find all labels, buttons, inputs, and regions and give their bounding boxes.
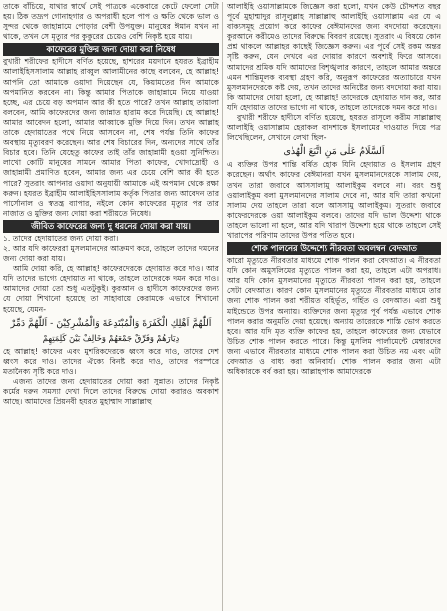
paragraph: আলাইহি ওয়াসাল্লামকে জিজ্ঞেস করা হলো, যখন কেউ চৌদ্দশত বছর পূর্বে মুহাম্মাদুর রাসূলুল্লাহ সাল্লাল্লাহু আলাইহি ওয়াসাল্লাম এর যে এ বাক্যসমূহ প্রয়োগ করে কাফের বেঈমানদের জন্য বদদোয়া করেছেন। কুরআনে করীমেও তাদের বিরুদ্ধে বিবরণ রয়েছে। সুতরাং এ বিষয়ে কোন প্রশ্ন থাকলে আল্লাহর কাছেই জিজ্ঞেস করুন। এর পূর্বে সেই রকম অন্তর সৃষ্টি করুন, যেন দেখবে এর দোয়ার কারণে অবশ্যই ফিরে আসবে। আমাদের শ্রমিক যদি আমাদের বিশৃঙ্খলার কারণে, তাহলে আমার অন্তরে এমন শান্তিমূলক ব্যবস্থা গ্রহণ করি, অনুরূপ কাফেরের অত্যাচারে যখন মুসলমানদেরকে কষ্ট দেয়, তখন তাদের অনিষ্টের জন্য বদদোয়া করা যায়। কি আমাদের দোয়া হলো, হে আল্লাহ! তাদেরকে হেদায়াত দান কর, আর যদি হেদায়াত তাদের ভাগ্যে না থাকে, তাহলে তাদেরকে দমন করে দাও। bbox=[227, 2, 441, 112]
arabic-salam-line: اَلسَّلَامُ عَلٰى مَنِ اتَّبَعَ الْهُدٰى bbox=[283, 146, 385, 158]
dua-translation: হে আল্লাহ! কাফের এবং মুশরিকদেরকে ধ্বংস করে দাও, তাদের দেশ ধ্বংস করে দাও। তাদের ঐক্যে বিনষ্ট করে দাও, তাদের পরস্পরে মতানৈক্য সৃষ্টি করে দাও। bbox=[3, 346, 219, 376]
section-heading: কাফেরের মুক্তির জন্য দোয়া করা নিষেধ bbox=[3, 43, 219, 56]
left-column bbox=[3, 2, 222, 611]
paragraph: কারো মৃত্যুতে নীরবতার মাধ্যমে শোক পালন করা বেদআত। এ নীরবতা যদি কোন অমুসলিমের মৃত্যুতে পালন করা হয়, তাহলে এটা অপরাধ। আর যদি কোন মুসলমানের মৃত্যুতে নীরবতা পালন করা হয়, তাহলে সেটা বেদআত। কারণ কোন মুসলমানের মৃত্যুতে নীরবতার মাধ্যমে তার জন্য শোক পালন করা শরীয়ত বহির্ভূত, গর্হিত ও বেদআত। এরা শুধু মাইন্ডেতে উপর অন্যায়। ব্যক্তিদের জন্য মৃত্যুর পূর্ব পর্যন্ত এভাবে শোক পালন করার অনুমতি দেয়া হয়েছে। অন্যায় তারেরকে শাস্তি ভোগ করতে হবে। আর যদি মৃত ব্যক্তি কাফের হয়, তাহলে কাফেরের জন্য যেভাবে উচিত শোক পালন করতে পারে। কিন্তু মুসলিম পার্লামেন্টে মেম্বারদের জন্য এভাবে নীরবতার মাধ্যমে শোক পালন করা উচিত নয় এবং এটা বেদআত ও বাধ্য করা অনিবার্য। শোক পালন করার জন্য এটা অধিকারকে বর্ব করা হয়। আল্লাহপাক আমাদেরকে bbox=[227, 256, 441, 377]
section-heading: জীবিত কাফেরের জন্য দু ধরনের দোয়া করা যায়। bbox=[3, 220, 219, 233]
paragraph: এ ব্যক্তির উপর শান্তি বর্ষিত হোক যিনি হেদায়াত ও ইসলাম গ্রহণ করেছেন। অর্থাৎ কাফের বেঈমানরা যখন মুসলমানদেরকে সালাম দেয়, তখন তারা জবাবে আসসালামু আলাইকুম বলবে না। বরং শুধু ওয়ালাইকুম বলা মুসলমানদের সালাম দেবে না, আর যদি তারা কখনো সালাম দেয় তাহলে তারা বলে আসসামু আলাইকুম। সুতরাং জবাবে কাফেরদেরকে ওয়া আলাইকুম বলবে। তাদের যদি ভাল উদ্দেশ্য থাকে তাহলে ভালো না হলে, আর যদি খারাপ উদ্দেশ্য হয়ে থাকে তাহলে সেই খারাপের পরিণাম তাদের উপর পতিত হবে। bbox=[227, 160, 441, 240]
arabic-dua-line-1: اَللّٰهُمَّ اَهْلِكِ الْكَفَرَةَ وَالْمُبْتَدِعَةَ وَالْمُشْرِكِيْنَ - اَللّٰهُمَّ دَمِّرْ bbox=[10, 317, 212, 329]
paragraph: বুখারী শরীফের হাদীসে বর্ণিত হয়েছে, হাশরের ময়দানে হযরত ইব্রাহীম আলাইহিসসালাম আল্লাহ রাব্বুল আলামীনের কাছে বলবেন, হে আল্লাহ! আপনি তো আমাকে ওয়াদা দিয়েছেন যে, কিয়ামতের দিন আমাকে অপমানিত করবেন না। কিন্তু আমার পিতাকে জাহান্নামে নিয়ে যাওয়া হচ্ছে, এর চেয়ে বড় অপমান আর কী হতে পারে? তখন আল্লাহ তায়ালা বলবেন, আমি কাফেরদের জন্য জান্নাত হারাম করে দিয়েছি। হে আল্লাহ! আমার আবেদন হলো, আমার আব্বাকে মুক্তি দিয়ে দিন। তখন আল্লাহ তাকে হেদায়াতের পথে নিয়ে আসবেন না, শেষ পর্যন্ত তিনি কাফের অবস্থায় মৃত্যুবরণ করেছেন। আর শেষ বিচারের দিন, অন্যদের সাথে তাঁর বিচার হবে। তিনি যেহেতু কাফের তাই তাঁর জাহান্নামী হওয়া সুনিশ্চিত। লাখো কোটি মানুষের সামনে আমার পিতা কাফের, খোদাদ্রোহী ও জাহান্নামী প্রমাণিত হবেন, আমার জন্য এর চেয়ে বেশি আর কী হতে পারে? সুতরাং আপনার ওয়াদা অনুযায়ী আমাকে এই অপমান থেকে রক্ষা করুন। হযরত ইব্রাহীম আলাইহিসসালাম কর্তৃক পিতার জন্য আবেদন তার পার্সোনাল ও স্বতন্ত্র ব্যাপার, নইলে কোন কাফেরের মৃত্যুর পর তার নাজাত ও মুক্তির জন্য দোয়া করা শরীয়তে নিষেধ। bbox=[3, 57, 219, 218]
numbered-item: ১. তাদের হেদায়াতের জন্য দোয়া করা। bbox=[3, 233, 119, 243]
arabic-dua-line-2: دِيَارَهُمْ وَفَرِّقْ جَمْعَهُمْ وَخَالِفْ بَيْنَ كَلِمَتِهِمْ bbox=[42, 332, 180, 343]
right-column bbox=[222, 2, 441, 611]
paragraph: বুখারী শরীফে হাদীসে বর্ণিত হয়েছে, হযরত রাসূলে করীম সাল্লাল্লাহু আলাইহি ওয়াসাল্লাম হেরাকল বাদশাকে ইসলামের দাওয়াত দিয়ে পত্র লিখেছিলেন, সেখানে লেখা ছিল- bbox=[227, 113, 441, 143]
paragraph: আমি দোয়া করি, হে আল্লাহ! কাফেরদেরকে হেদায়াত করে দাও। আর যদি তাদের ভাগ্যে হেদায়াত না থাকে, তাহলে তাদেরকে দমন করে দাও। আমাদের দোয়া তো শুধু এতটুকুই। কুরআন ও হাদীসে কাফেরদের জন্য যে দোয়া শিখানো হয়েছে তা সাহাবায়ে কেরামকে এভাবে শিখানো হয়েছে, যেমন- bbox=[3, 264, 219, 314]
paragraph: এজন্য তাদের জন্য হেদায়াতের দোয়া করা সুন্নাত। তাদের নিকৃষ্ট কর্মের দরুন সমস্যা দেখা দিলে তাদের বিরুদ্ধে দোয়া করারও অবকাশ আছে। আমাদের প্রিয়নবী হযরত মুহাম্মাদ সাল্লাল্লাহু bbox=[3, 376, 219, 407]
paragraph: তাকে বাঁচিয়ে, যাথার স্বার্থে সেই পাত্রকে একেবারে কেটে ফেলো সেটা হয়। ঠিক তদ্রূপ গোনাহগার ও অপরাধী হলে পাপ ও ক্ষতি থেকে ভাল ও সুন্দর থেকে জাহান্নামে পোড়ার বেশী উপযুক্ত। মানুষের ঈমান যখন না থাকে, তখন সে মৃত্যুর পর কুকুরের চেয়েও বেশি নিকৃষ্ট হয়ে যায়। bbox=[3, 2, 219, 42]
section-heading: শোক পালনের উদ্দেশ্যে নীরবতা অবলম্বন বেদআত bbox=[227, 242, 441, 255]
numbered-item: ২. আর যদি কাফেররা মুসলমানদের আক্রমণ করে, তাহলে তাদের দমনের জন্য দোয়া করা যায়। bbox=[3, 243, 219, 264]
